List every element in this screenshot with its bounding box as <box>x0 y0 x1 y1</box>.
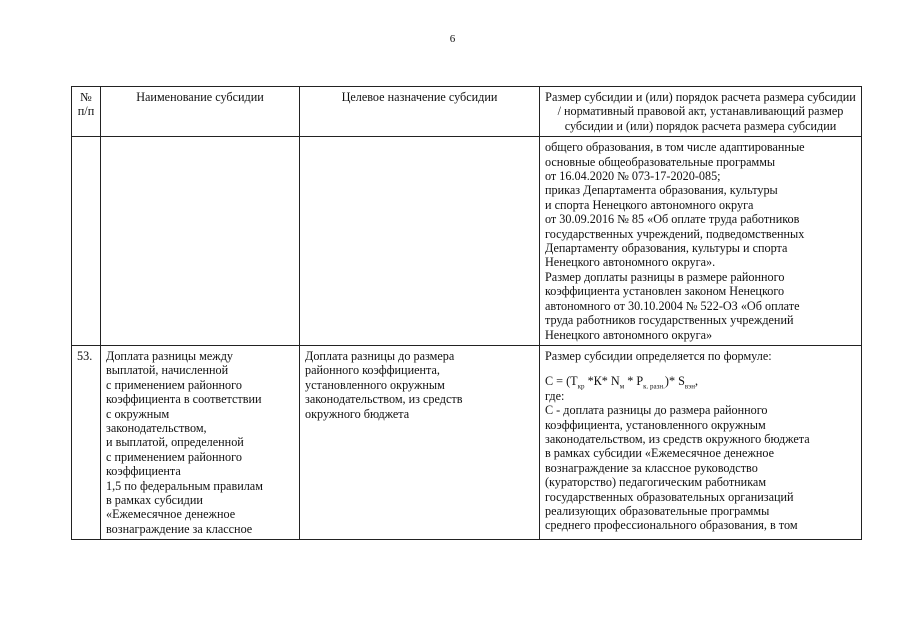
formula-s-sub: вэн <box>684 382 695 391</box>
cell-num-empty <box>72 137 101 346</box>
text-line: автономного от 30.10.2004 № 522-ОЗ «Об оплате <box>545 298 800 313</box>
text-line: установленного окружным <box>305 377 445 392</box>
text-line: основные общеобразовательные программы <box>545 154 776 169</box>
text-line: выплатой, начисленной <box>106 363 229 378</box>
text-line: в рамках субсидии <box>106 492 203 507</box>
formula-p: * Р <box>624 374 644 389</box>
cell-purpose-53 <box>300 345 540 539</box>
page-number: 6 <box>449 33 456 45</box>
text-line: законодательством, из средств <box>305 392 463 407</box>
text-line: коэффициента <box>106 464 181 479</box>
text-line: коэффициента установлен законом Ненецкого <box>545 284 785 299</box>
text-line: С - доплата разницы до размера районного <box>545 403 768 418</box>
text-line: и спорта Ненецкого автономного округа <box>545 197 754 212</box>
cell-purpose-empty <box>300 137 540 346</box>
cell-name-53 <box>101 345 300 539</box>
cell-size-continuation <box>540 137 862 346</box>
text-line: законодательством, <box>106 420 207 435</box>
cell-name-empty <box>101 137 300 346</box>
text-line: Размер доплаты разницы в размере районного <box>545 269 785 284</box>
text-line: от 16.04.2020 № 073-17-2020-085; <box>545 169 721 184</box>
text-line: от 30.09.2016 № 85 «Об оплате труда работников <box>545 212 800 227</box>
text-line: коэффициента в соответствии <box>106 392 262 407</box>
formula-end: , <box>694 374 699 389</box>
text-line: окружного бюджета <box>305 406 410 421</box>
header-size: Размер субсидии и (или) порядок расчета размера субсидии / нормативный правовой акт, устанавливающий размер субсидии и (или) порядок расчета размера субсидии <box>540 87 862 137</box>
text-line: общего образования, в том числе адаптированные <box>545 140 805 155</box>
spacer <box>545 363 856 374</box>
size-intro: Размер субсидии определяется по формуле: <box>545 348 772 363</box>
text-line: приказ Департамента образования, культуры <box>545 183 778 198</box>
formula-p-sub: к. разн. <box>643 382 665 391</box>
formula <box>545 374 856 391</box>
header-name: Наименование субсидии <box>101 87 300 137</box>
table-row-continuation <box>72 137 862 346</box>
text-line: с окружным <box>106 406 170 421</box>
text-line: районного коэффициента, <box>305 363 440 378</box>
subsidy-table <box>71 86 862 540</box>
text-line: вознаграждение за классное руководство <box>545 460 758 475</box>
text-line: с применением районного <box>106 449 242 464</box>
text-line: (кураторство) педагогическим работникам <box>545 475 767 490</box>
header-num: № п/п <box>72 87 101 137</box>
text-line: законодательством, из средств окружного бюджета <box>545 431 810 446</box>
text-line: коэффициента, установленного окружным <box>545 417 766 432</box>
where-label: где: <box>545 388 565 403</box>
text-line: и выплатой, определенной <box>106 435 244 450</box>
text-line: «Ежемесячное денежное <box>106 507 236 522</box>
text-line: вознаграждение за классное <box>106 521 253 536</box>
formula-k: *К* N <box>584 374 620 389</box>
text-line: в рамках субсидии «Ежемесячное денежное <box>545 446 775 461</box>
text-line: Ненецкого автономного округа». <box>545 255 716 270</box>
table-header-row <box>72 87 862 137</box>
cell-num-53: 53. <box>72 345 101 539</box>
cell-size-53 <box>540 345 862 539</box>
header-purpose: Целевое назначение субсидии <box>300 87 540 137</box>
formula-lhs: С = (Т <box>545 374 578 389</box>
text-line: государственных учреждений, подведомственных <box>545 226 805 241</box>
text-line: Ненецкого автономного округа» <box>545 327 713 342</box>
formula-s: )* S <box>664 374 685 389</box>
text-line: государственных образовательных организаций <box>545 489 794 504</box>
text-line: Доплата разницы до размера <box>305 348 455 363</box>
table-row-53 <box>72 345 862 539</box>
text-line: Департаменту образования, культуры и спорта <box>545 241 788 256</box>
text-line: 1,5 по федеральным правилам <box>106 478 263 493</box>
text-line: труда работников государственных учреждений <box>545 313 794 328</box>
text-line: Доплата разницы между <box>106 348 233 363</box>
text-line: среднего профессионального образования, в том <box>545 518 798 533</box>
text-line: с применением районного <box>106 377 242 392</box>
formula-n-sub: м <box>619 382 625 391</box>
formula-t-sub: кр <box>577 382 585 391</box>
text-line: реализующих образовательные программы <box>545 503 770 518</box>
